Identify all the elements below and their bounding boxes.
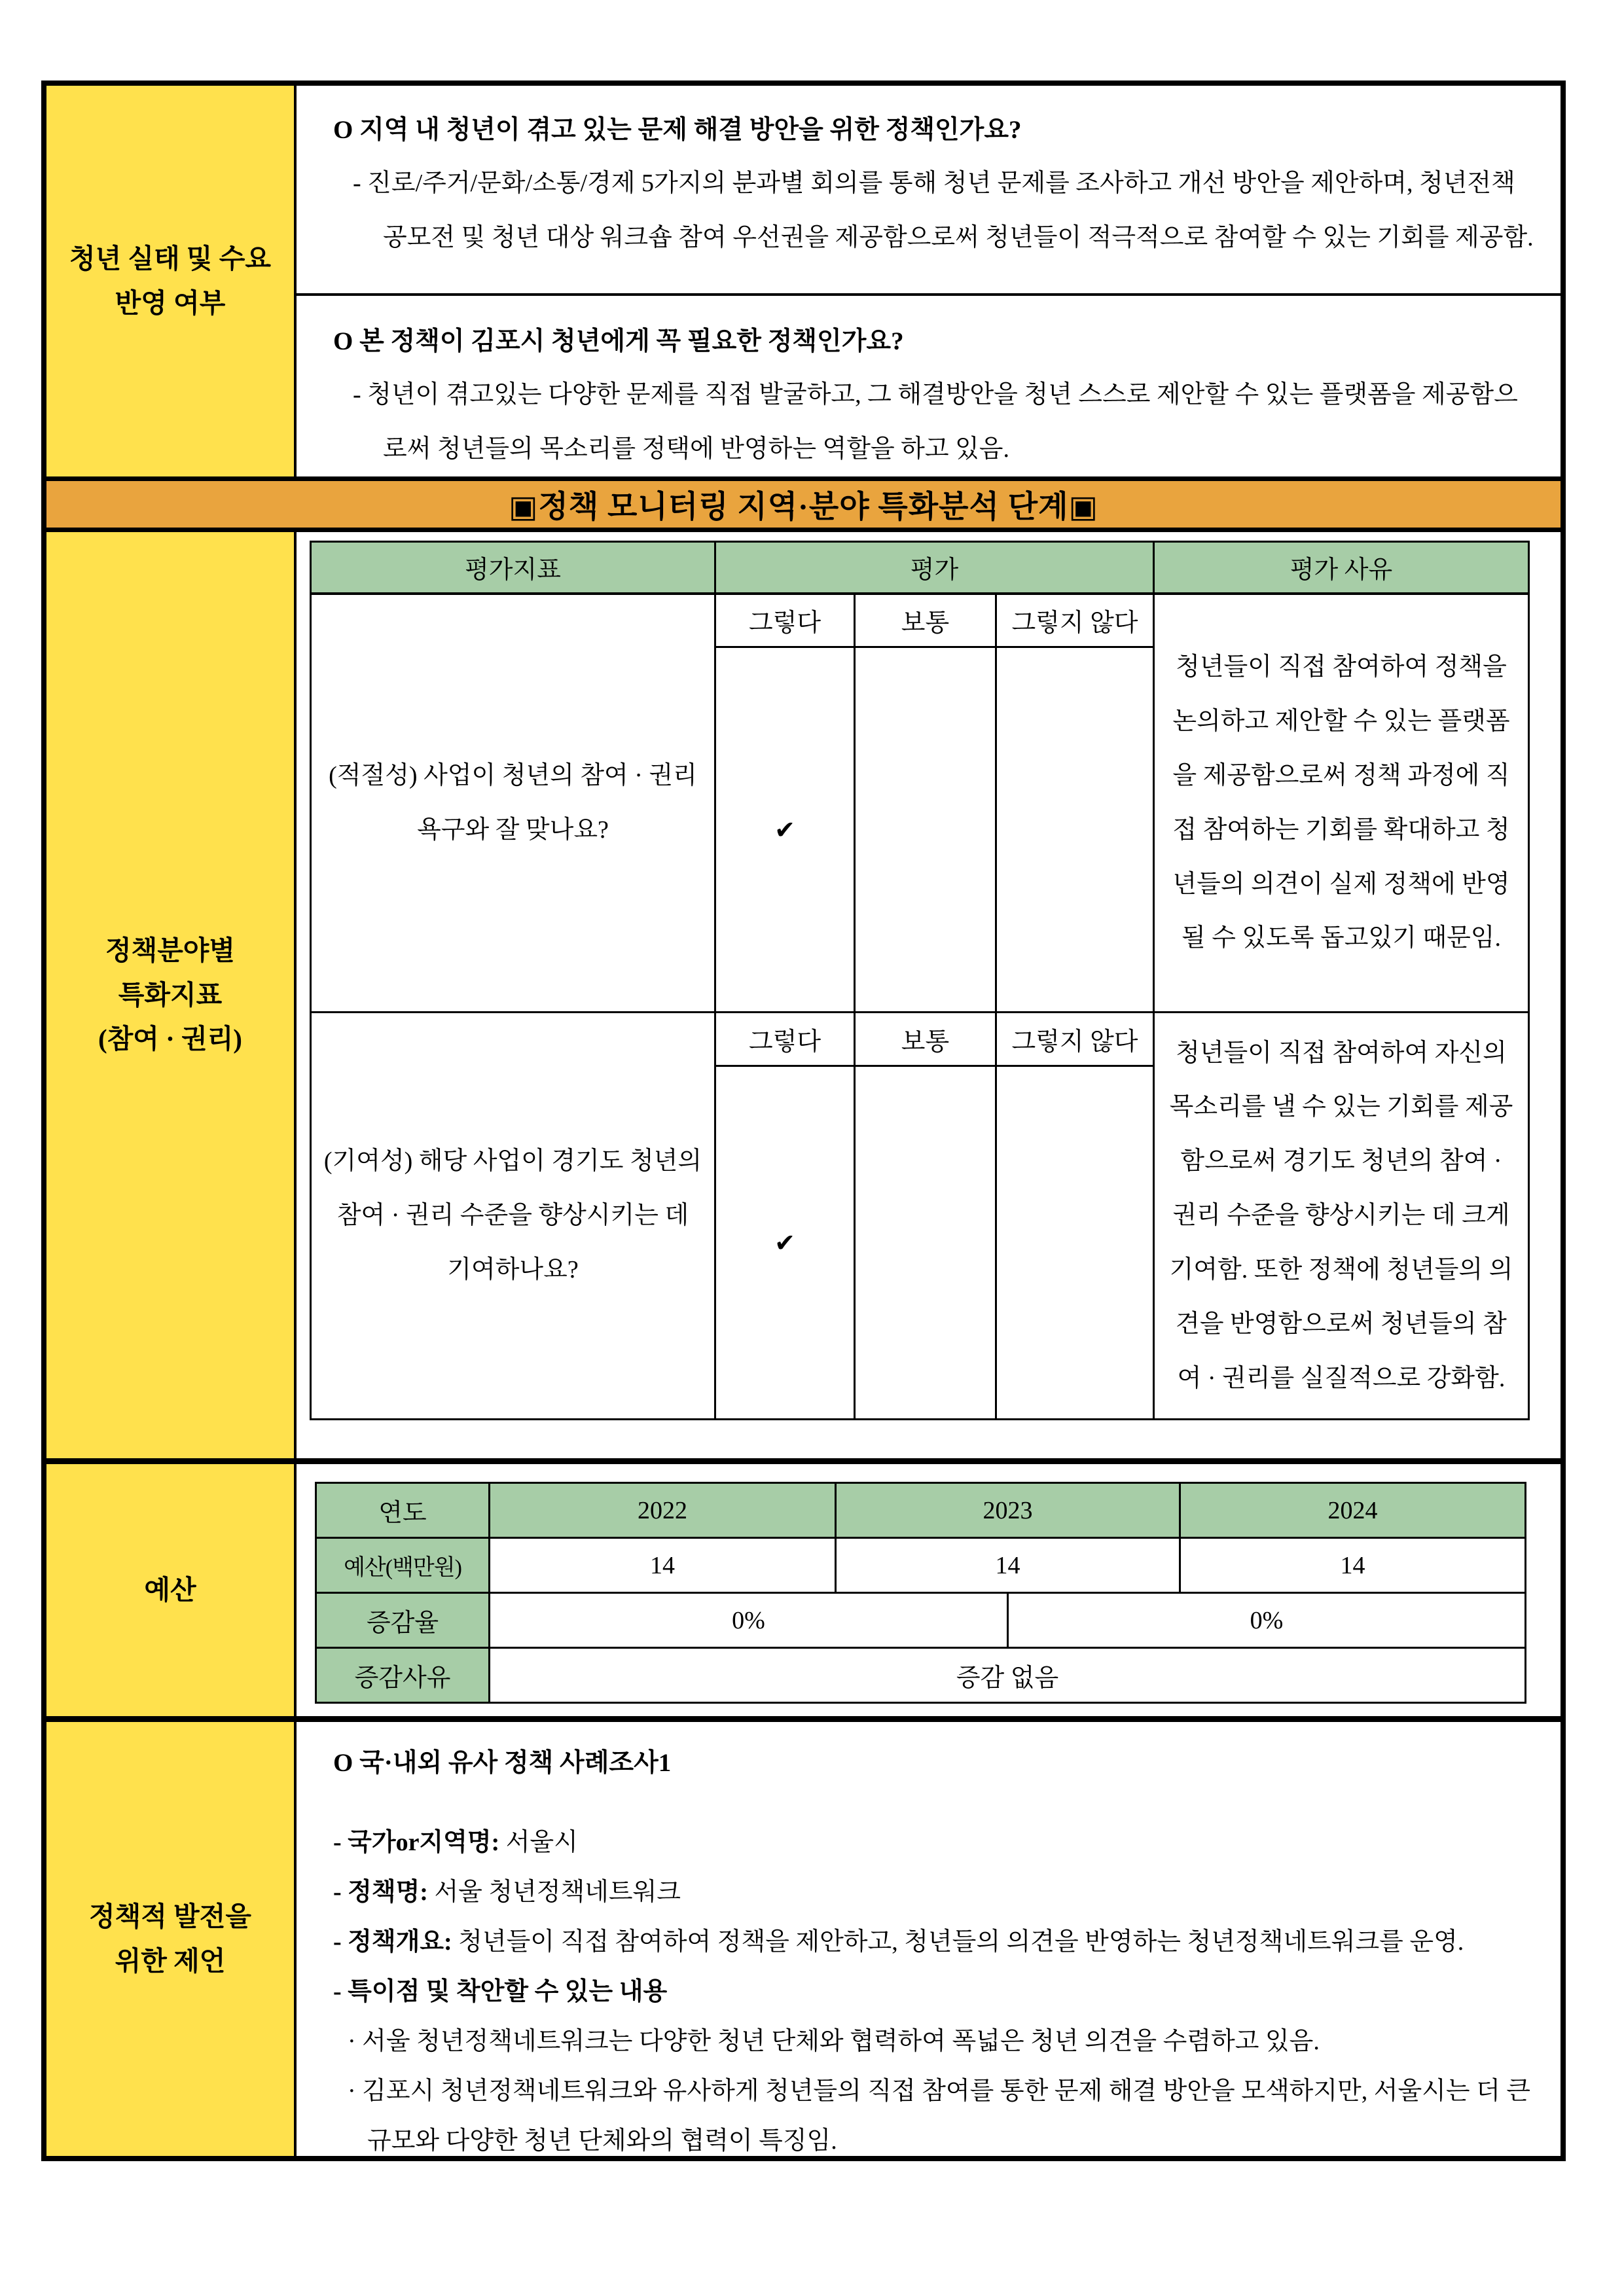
suggestion-bullet-2: · 김포시 청년정책네트워크와 유사하게 청년들의 직접 참여를 통한 문제 해결 방안을 모색하지만, 서울시는 더 큰 규모와 다양한 청년 단체와의 협력이 특징임. bbox=[348, 2077, 1531, 2155]
header-evaluation: 평가 bbox=[715, 542, 1154, 594]
q2-scale-mid: 보통 bbox=[855, 1013, 996, 1066]
section-band-title: ▣정책 모니터링 지역·분야 특화분석 단계▣ bbox=[46, 476, 1561, 532]
budget-amount-2023: 14 bbox=[836, 1538, 1180, 1593]
budget-amount-2022: 14 bbox=[490, 1538, 836, 1593]
q2-empty-no bbox=[996, 1066, 1154, 1420]
q2-checkmark-yes: ✔ bbox=[715, 1066, 855, 1420]
row-label-special bbox=[46, 532, 297, 1458]
q2-scale-no: 그렇지 않다 bbox=[996, 1013, 1154, 1066]
budget-year-2024: 2024 bbox=[1180, 1483, 1526, 1538]
suggestion-item-highlights bbox=[333, 1967, 1534, 2017]
budget-rate-1: 0% bbox=[490, 1593, 1008, 1648]
demand-q1-item: - 진로/주거/문화/소통/경제 5가지의 분과별 회의를 통해 청년 문제를 조사하고 개선 방안을 제안하며, 청년전책 공모전 및 청년 대상 워크숍 참여 우선권을 제공함으로써 청년들이 적극적으로 참여할 수 있는 기회를 제공함. bbox=[353, 169, 1534, 251]
suggestion-item-policy-name bbox=[333, 1867, 1534, 1917]
budget-reason-value: 증감 없음 bbox=[490, 1648, 1526, 1703]
row-label-special-line2: 특화지표 bbox=[118, 979, 223, 1010]
suggestion-item-overview bbox=[333, 1917, 1534, 1967]
evaluation-table bbox=[310, 541, 1530, 1420]
budget-amount-label: 예산(백만원) bbox=[316, 1538, 490, 1593]
suggestion-item-policy-name-value: 서울 청년정책네트워크 bbox=[427, 1878, 681, 1907]
row-budget bbox=[46, 1458, 1561, 1716]
budget-year-2023: 2023 bbox=[836, 1483, 1180, 1538]
budget-amount-2024: 14 bbox=[1180, 1538, 1526, 1593]
suggestion-item-policy-name-label: - 정책명: bbox=[333, 1878, 428, 1907]
budget-table bbox=[315, 1482, 1526, 1704]
q2-empty-mid bbox=[855, 1066, 996, 1420]
row-label-budget bbox=[46, 1464, 297, 1716]
q1-reason-cell: 청년들이 직접 참여하여 정책을 논의하고 제안할 수 있는 플랫폼을 제공함으로써 정책 과정에 직접 참여하는 기회를 확대하고 청년들의 의견이 실제 정책에 반영될 수 있도록 돕고있기 때문임. bbox=[1154, 594, 1529, 1013]
suggestion-item-region-value: 서울시 bbox=[499, 1829, 578, 1857]
header-reason: 평가 사유 bbox=[1154, 542, 1529, 594]
demand-section-2 bbox=[297, 296, 1561, 476]
budget-rate-2: 0% bbox=[1008, 1593, 1526, 1648]
row-label-special-line1: 정책분야별 bbox=[105, 935, 236, 966]
q2-scale-row bbox=[311, 1013, 1529, 1066]
q1-scale-no: 그렇지 않다 bbox=[996, 594, 1154, 647]
row-label-suggestion-line2: 위한 제언 bbox=[115, 1945, 226, 1976]
row-suggestion bbox=[46, 1716, 1561, 2156]
row-label-demand-line1: 청년 실태 및 수요 bbox=[69, 243, 271, 274]
header-indicator: 평가지표 bbox=[311, 542, 715, 594]
q1-empty-mid bbox=[855, 647, 996, 1013]
suggestion-item-overview-value: 청년들이 직접 참여하여 정책을 제안하고, 청년들의 의견을 반영하는 청년정책네트워크를 운영. bbox=[452, 1928, 1464, 1956]
suggestion-item-overview-label: - 정책개요: bbox=[333, 1928, 452, 1956]
suggestion-item-region-label: - 국가or지역명: bbox=[333, 1829, 500, 1857]
policy-evaluation-table bbox=[41, 81, 1566, 2161]
q1-checkmark-yes: ✔ bbox=[715, 647, 855, 1013]
budget-rate-label: 증감율 bbox=[316, 1593, 490, 1648]
budget-year-2022: 2022 bbox=[490, 1483, 836, 1538]
budget-content bbox=[297, 1464, 1561, 1716]
suggestion-item-highlights-label: - 특이점 및 착안할 수 있는 내용 bbox=[333, 1978, 668, 2006]
row-label-special-line3: (참여 · 권리) bbox=[98, 1024, 242, 1054]
demand-q2-item: - 청년이 겪고있는 다양한 문제를 직접 발굴하고, 그 해결방안을 청년 스스로 제안할 수 있는 플랫폼을 제공함으로써 청년들의 목소리를 정택에 반영하는 역할을 하고 있음. bbox=[353, 381, 1518, 463]
evaluation-header-row bbox=[311, 542, 1529, 594]
suggestion-bullet-1: · 서울 청년정책네트워크는 다양한 청년 단체와 협력하여 폭넓은 청년 의견을 수렴하고 있음. bbox=[348, 2028, 1320, 2056]
q1-empty-no bbox=[996, 647, 1154, 1013]
budget-year-row bbox=[316, 1483, 1526, 1538]
row-label-budget-text: 예산 bbox=[144, 1574, 196, 1605]
special-content bbox=[297, 532, 1561, 1458]
demand-q1-heading: O 지역 내 청년이 겪고 있는 문제 해결 방안을 위한 정책인가요? bbox=[333, 116, 1022, 144]
q2-indicator-cell: (기여성) 해당 사업이 경기도 청년의 참여 · 권리 수준을 향상시키는 데 기여하나요? bbox=[311, 1013, 715, 1420]
q1-scale-mid: 보통 bbox=[855, 594, 996, 647]
row-label-demand-line2: 반영 여부 bbox=[115, 287, 226, 318]
row-demand-reflection bbox=[46, 86, 1561, 476]
row-special-indicators bbox=[46, 532, 1561, 1458]
budget-reason-label: 증감사유 bbox=[316, 1648, 490, 1703]
q1-scale-yes: 그렇다 bbox=[715, 594, 855, 647]
q2-scale-yes: 그렇다 bbox=[715, 1013, 855, 1066]
row-label-demand bbox=[46, 86, 297, 476]
budget-rate-row bbox=[316, 1593, 1526, 1648]
row-label-suggestion bbox=[46, 1722, 297, 2156]
demand-q2-heading: O 본 정책이 김포시 청년에게 꼭 필요한 정책인가요? bbox=[333, 327, 904, 356]
budget-year-label: 연도 bbox=[316, 1483, 490, 1538]
suggestion-item-region bbox=[333, 1818, 1534, 1867]
demand-section-1 bbox=[297, 86, 1561, 296]
row-label-suggestion-line1: 정책적 발전을 bbox=[89, 1901, 251, 1931]
demand-content bbox=[297, 86, 1561, 476]
budget-reason-row bbox=[316, 1648, 1526, 1703]
q2-reason-cell: 청년들이 직접 참여하여 자신의 목소리를 낼 수 있는 기회를 제공함으로써 경기도 청년의 참여 · 권리 수준을 향상시키는 데 크게 기여함. 또한 정책에 청년들의 의견을 반영함으로써 청년들의 참여 · 권리를 실질적으로 강화함. bbox=[1154, 1013, 1529, 1420]
q1-indicator-cell: (적절성) 사업이 청년의 참여 · 권리 욕구와 잘 맞나요? bbox=[311, 594, 715, 1013]
budget-amount-row bbox=[316, 1538, 1526, 1593]
suggestion-content bbox=[297, 1722, 1561, 2156]
q1-scale-row bbox=[311, 594, 1529, 647]
suggestion-heading: O 국·내외 유사 정책 사례조사1 bbox=[333, 1749, 672, 1777]
